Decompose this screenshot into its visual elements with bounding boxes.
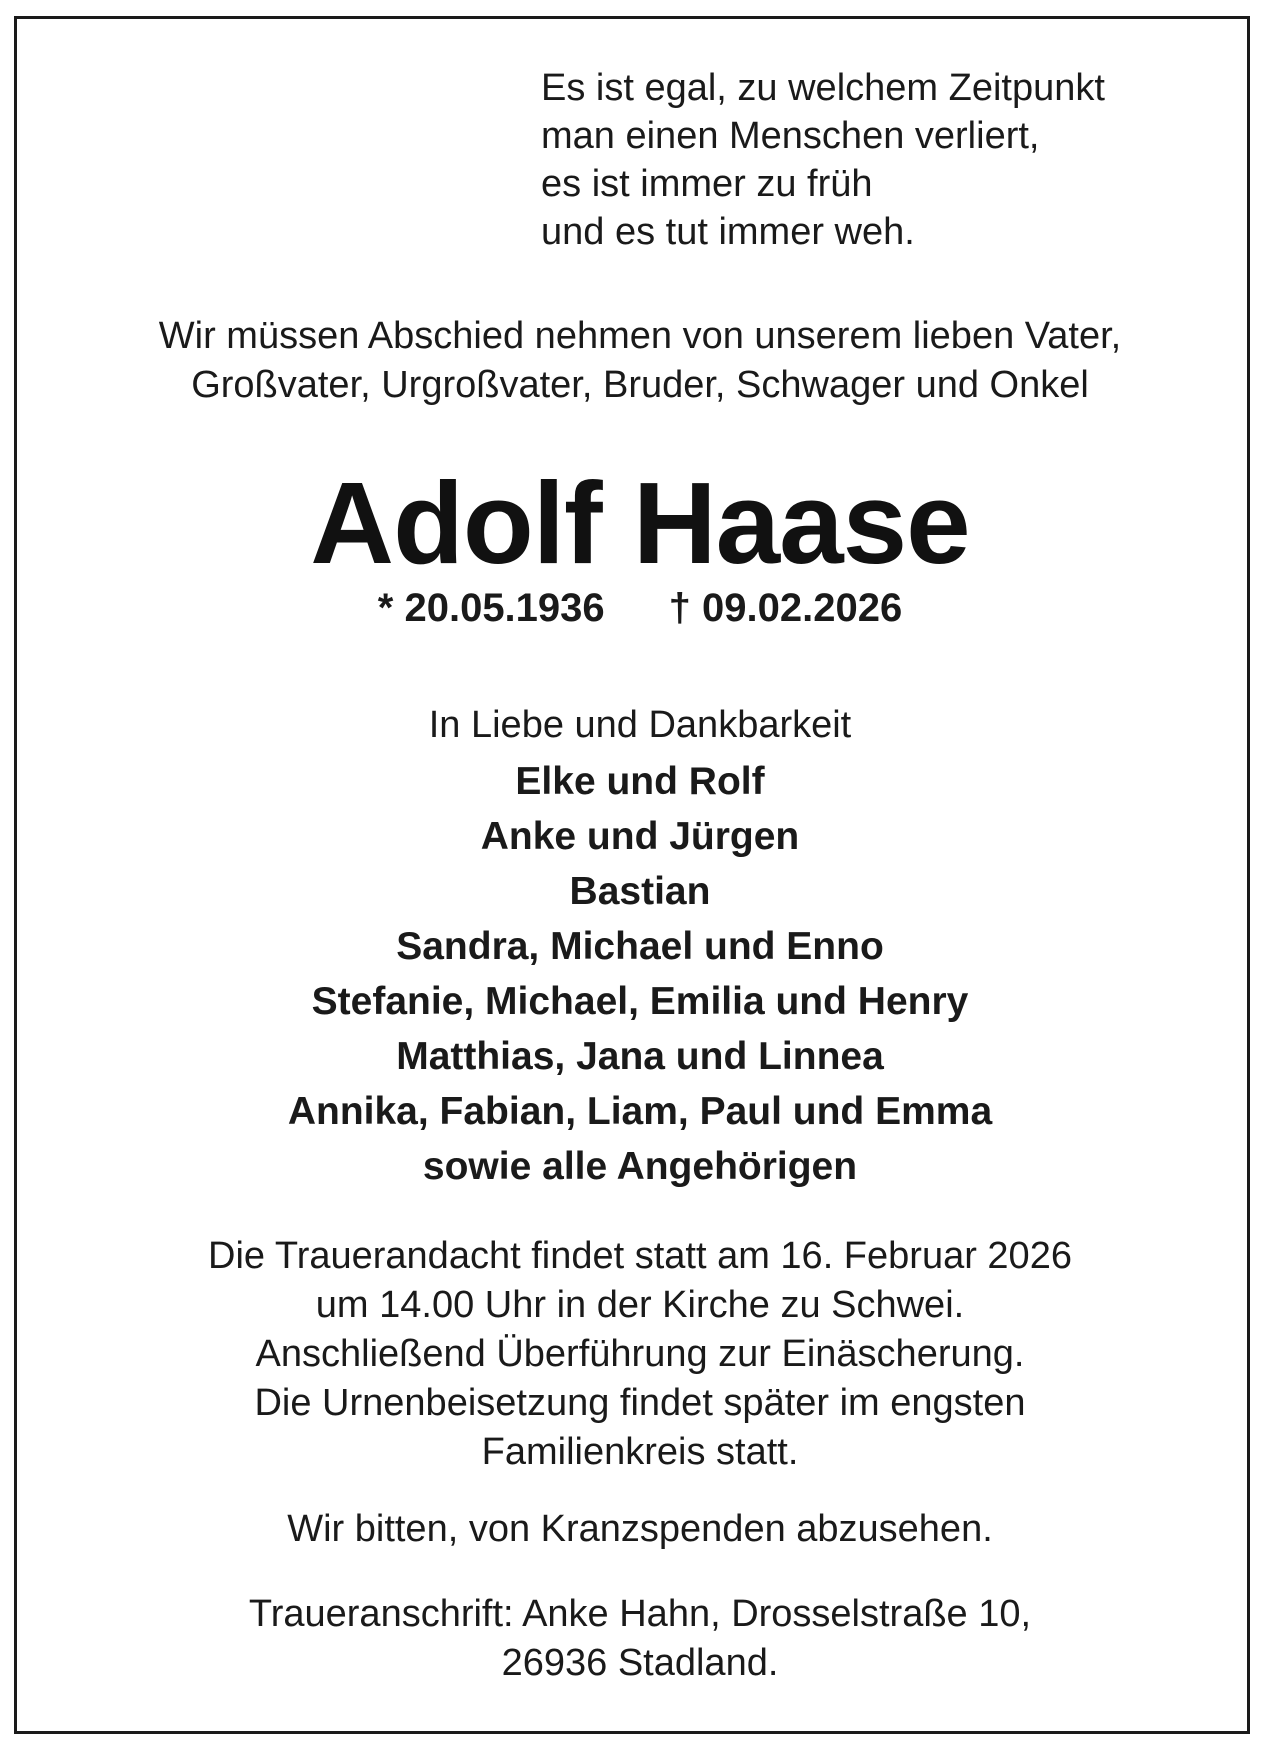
mourner-group: Sandra, Michael und Enno bbox=[396, 925, 884, 968]
death-date: † 09.02.2026 bbox=[668, 586, 903, 630]
mourner-group: Annika, Fabian, Liam, Paul und Emma bbox=[287, 1090, 993, 1133]
mourner-group: Stefanie, Michael, Emilia und Henry bbox=[311, 980, 969, 1023]
poem-line: und es tut immer weh. bbox=[541, 211, 915, 253]
mourner-group: Matthias, Jana und Linnea bbox=[396, 1035, 884, 1078]
address-line: Traueranschrift: Anke Hahn, Drosselstraße 10, bbox=[248, 1593, 1032, 1635]
poem bbox=[541, 64, 1105, 256]
service-line: Die Trauerandacht findet statt am 16. Februar 2026 bbox=[208, 1235, 1072, 1277]
deceased-name: Adolf Haase bbox=[310, 458, 970, 588]
birth-date: * 20.05.1936 bbox=[377, 586, 605, 630]
address-line: 26936 Stadland. bbox=[501, 1642, 779, 1684]
wreath-note: Wir bitten, von Kranzspenden abzusehen. bbox=[287, 1508, 993, 1550]
poem-line: es ist immer zu früh bbox=[541, 163, 873, 205]
farewell-intro bbox=[0, 312, 1280, 410]
intro-line: Wir müssen Abschied nehmen von unserem lieben Vater, bbox=[158, 315, 1122, 357]
service-line: Anschließend Überführung zur Einäscherung. bbox=[255, 1333, 1025, 1375]
mourner-group: sowie alle Angehörigen bbox=[422, 1145, 858, 1188]
service-details bbox=[0, 1232, 1280, 1477]
mourner-group: Elke und Rolf bbox=[515, 760, 765, 803]
poem-line: man einen Menschen verliert, bbox=[541, 115, 1040, 157]
mourner-group: Anke und Jürgen bbox=[480, 815, 800, 858]
service-line: Die Urnenbeisetzung findet später im engsten bbox=[254, 1382, 1026, 1424]
poem-line: Es ist egal, zu welchem Zeitpunkt bbox=[541, 67, 1105, 109]
mourners-list bbox=[0, 754, 1280, 1194]
service-line: Familienkreis statt. bbox=[481, 1431, 799, 1473]
mourner-group: Bastian bbox=[569, 870, 711, 913]
service-line: um 14.00 Uhr in der Kirche zu Schwei. bbox=[315, 1284, 965, 1326]
mourning-address bbox=[0, 1590, 1280, 1688]
life-dates bbox=[0, 584, 1280, 632]
thanks-line: In Liebe und Dankbarkeit bbox=[428, 704, 852, 746]
intro-line: Großvater, Urgroßvater, Bruder, Schwager und Onkel bbox=[191, 364, 1089, 406]
